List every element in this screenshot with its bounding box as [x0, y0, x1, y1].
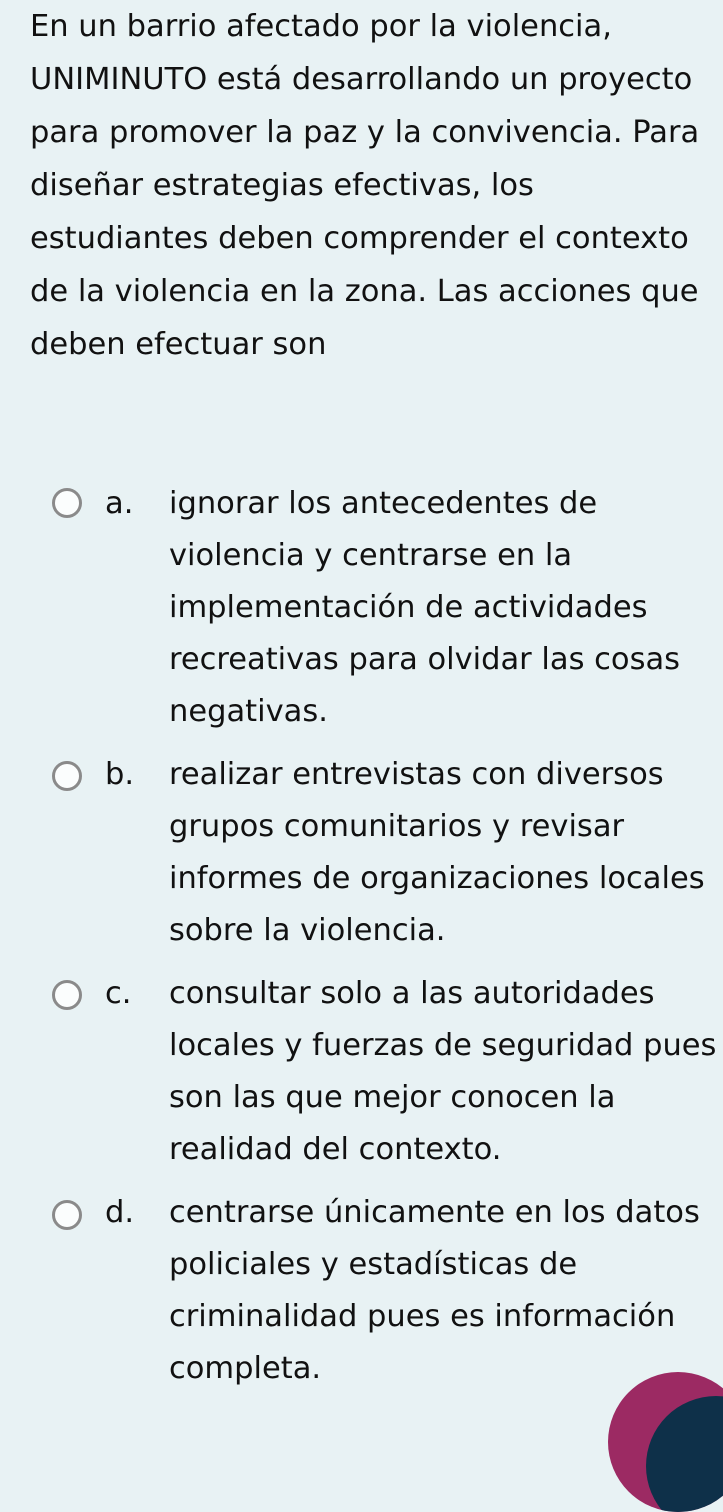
question-text: En un barrio afectado por la violencia, UNIMINUTO está desarrollando un proyecto para promover la paz y la convivencia. Para diseñar estrategias efectivas, los estudiantes deben comprender el contexto de la violencia en la zona. Las acciones que deben efectuar son — [30, 9, 700, 362]
option-d-text: centrarse únicamente en los datos policiales y estadísticas de criminalidad pues es información completa. — [169, 1195, 700, 1386]
option-c-letter: c. — [105, 976, 132, 1011]
option-b-letter: b. — [105, 757, 135, 792]
corner-decoration-inner — [646, 1396, 723, 1512]
option-a-text: ignorar los antecedentes de violencia y centrarse en la implementación de actividades recreativas para olvidar las cosas negativas. — [169, 486, 681, 729]
option-d-letter: d. — [105, 1195, 135, 1230]
radio-option-a[interactable] — [52, 488, 82, 518]
option-c-text: consultar solo a las autoridades locales y fuerzas de seguridad pues son las que mejor conocen la realidad del contexto. — [169, 976, 717, 1167]
option-b-text: realizar entrevistas con diversos grupos comunitarios y revisar informes de organizaciones locales sobre la violencia. — [169, 757, 705, 948]
radio-option-c[interactable] — [52, 980, 82, 1010]
radio-option-d[interactable] — [52, 1200, 82, 1230]
radio-option-b[interactable] — [52, 761, 82, 791]
option-a-letter: a. — [105, 486, 134, 521]
